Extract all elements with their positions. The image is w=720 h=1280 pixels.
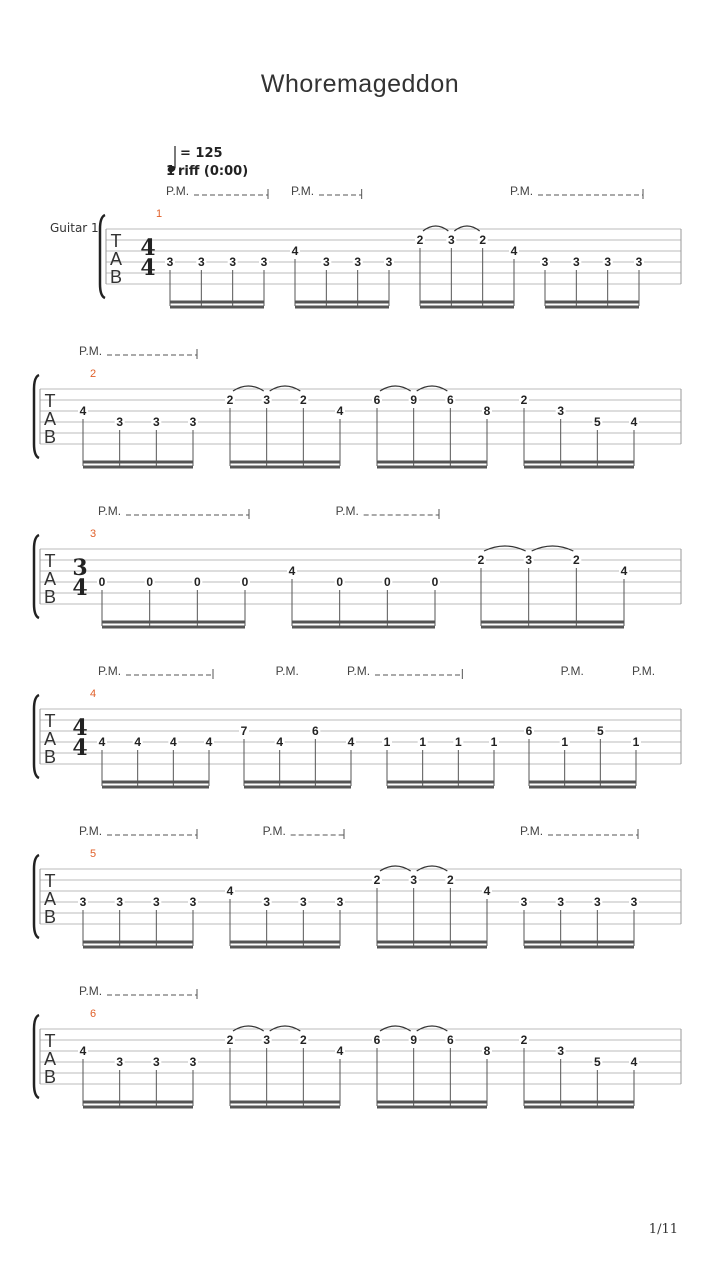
fret-number: 2: [446, 873, 454, 887]
fret-number: 3: [447, 233, 455, 247]
fret-number: 4: [276, 735, 284, 749]
staff-bracket: [34, 1015, 39, 1098]
fret-number: 4: [510, 244, 518, 258]
fret-number: 1: [383, 735, 391, 749]
fret-number: 3: [116, 895, 124, 909]
fret-number: 3: [263, 393, 271, 407]
measure-number: 2: [90, 368, 97, 380]
tab-clef-letter: B: [109, 267, 123, 287]
fret-number: 3: [541, 255, 549, 269]
palm-mute-label: P.M.: [98, 664, 122, 678]
fret-number: 3: [152, 895, 160, 909]
staff-bracket: [34, 855, 39, 938]
fret-number: 1: [561, 735, 569, 749]
staff-bracket: [100, 215, 105, 298]
fret-number: 4: [630, 1055, 638, 1069]
fret-number: 6: [373, 1033, 381, 1047]
fret-number: 0: [336, 575, 344, 589]
fret-number: 3: [557, 404, 565, 418]
fret-number: 3: [229, 255, 237, 269]
measure-number: 1: [156, 208, 163, 220]
tab-clef-letter: A: [43, 409, 57, 429]
fret-number: 4: [483, 884, 491, 898]
fret-number: 2: [226, 393, 234, 407]
fret-number: 4: [620, 564, 628, 578]
fret-number: 0: [241, 575, 249, 589]
fret-number: 0: [193, 575, 201, 589]
fret-number: 3: [116, 415, 124, 429]
measure-number: 3: [90, 528, 97, 540]
palm-mute-label: P.M.: [632, 664, 656, 678]
measure-number: 6: [90, 1008, 97, 1020]
fret-number: 1: [454, 735, 462, 749]
fret-number: 5: [593, 415, 601, 429]
fret-number: 0: [146, 575, 154, 589]
measure-number: 5: [90, 848, 97, 860]
palm-mute-label: P.M.: [291, 184, 315, 198]
fret-number: 3: [197, 255, 205, 269]
fret-number: 3: [520, 895, 528, 909]
palm-mute-label: P.M.: [79, 824, 103, 838]
instrument-label: Guitar 1: [50, 221, 99, 235]
palm-mute-label: P.M.: [98, 504, 122, 518]
fret-number: 3: [116, 1055, 124, 1069]
tab-clef-letter: T: [110, 231, 122, 251]
tab-clef-letter: A: [43, 569, 57, 589]
fret-number: 4: [336, 404, 344, 418]
fret-number: 3: [263, 895, 271, 909]
tab-clef-letter: T: [44, 1031, 56, 1051]
fret-number: 9: [410, 1033, 418, 1047]
fret-number: 3: [152, 415, 160, 429]
measure-number: 4: [90, 688, 97, 700]
fret-number: 8: [483, 404, 491, 418]
fret-number: 6: [446, 393, 454, 407]
fret-number: 3: [604, 255, 612, 269]
fret-number: 3: [557, 1044, 565, 1058]
fret-number: 3: [385, 255, 393, 269]
fret-number: 0: [98, 575, 106, 589]
tab-clef-letter: T: [44, 551, 56, 571]
fret-number: 4: [347, 735, 355, 749]
fret-number: 9: [410, 393, 418, 407]
palm-mute-label: P.M.: [166, 184, 190, 198]
staff-bracket: [34, 535, 39, 618]
fret-number: 4: [205, 735, 213, 749]
fret-number: 2: [477, 553, 485, 567]
fret-number: 3: [630, 895, 638, 909]
fret-number: 4: [291, 244, 299, 258]
palm-mute-label: P.M.: [560, 664, 584, 678]
tab-clef-letter: B: [43, 907, 57, 927]
palm-mute-label: P.M.: [79, 344, 103, 358]
fret-number: 3: [525, 553, 533, 567]
fret-number: 2: [299, 1033, 307, 1047]
fret-number: 6: [373, 393, 381, 407]
fret-number: 3: [322, 255, 330, 269]
fret-number: 3: [189, 415, 197, 429]
tab-clef-letter: T: [44, 871, 56, 891]
fret-number: 4: [288, 564, 296, 578]
fret-number: 3: [152, 1055, 160, 1069]
fret-number: 3: [354, 255, 362, 269]
fret-number: 5: [596, 724, 604, 738]
staff-bracket: [34, 695, 39, 778]
section-label: riff (0:00): [178, 164, 249, 179]
palm-mute-label: P.M.: [347, 664, 371, 678]
tab-clef-letter: T: [44, 391, 56, 411]
fret-number: 3: [189, 1055, 197, 1069]
fret-number: 2: [520, 1033, 528, 1047]
fret-number: 3: [263, 1033, 271, 1047]
section-number: 1: [166, 164, 176, 179]
fret-number: 2: [479, 233, 487, 247]
tab-clef-letter: A: [43, 1049, 57, 1069]
tab-clef-letter: A: [109, 249, 123, 269]
tab-clef-letter: B: [43, 427, 57, 447]
time-signature-bottom: 4: [72, 735, 88, 761]
fret-number: 3: [593, 895, 601, 909]
fret-number: 4: [134, 735, 142, 749]
fret-number: 5: [593, 1055, 601, 1069]
fret-number: 3: [336, 895, 344, 909]
palm-mute-label: P.M.: [335, 504, 359, 518]
palm-mute-label: P.M.: [79, 984, 103, 998]
fret-number: 4: [336, 1044, 344, 1058]
fret-number: 3: [299, 895, 307, 909]
fret-number: 3: [635, 255, 643, 269]
fret-number: 3: [557, 895, 565, 909]
fret-number: 1: [490, 735, 498, 749]
palm-mute-label: P.M.: [275, 664, 299, 678]
fret-number: 2: [572, 553, 580, 567]
fret-number: 6: [525, 724, 533, 738]
song-title: Whoremageddon: [260, 70, 460, 98]
fret-number: 6: [446, 1033, 454, 1047]
fret-number: 0: [431, 575, 439, 589]
palm-mute-label: P.M.: [510, 184, 534, 198]
tab-clef-letter: A: [43, 729, 57, 749]
tab-clef-letter: T: [44, 711, 56, 731]
fret-number: 1: [419, 735, 427, 749]
fret-number: 4: [79, 404, 87, 418]
fret-number: 3: [79, 895, 87, 909]
fret-number: 0: [383, 575, 391, 589]
fret-number: 1: [632, 735, 640, 749]
tab-clef-letter: B: [43, 1067, 57, 1087]
time-signature-top: 3: [72, 555, 88, 581]
staff-bracket: [34, 375, 39, 458]
fret-number: 8: [483, 1044, 491, 1058]
time-signature-top: 4: [72, 715, 88, 741]
time-signature-bottom: 4: [72, 575, 88, 601]
palm-mute-label: P.M.: [262, 824, 286, 838]
tab-clef-letter: B: [43, 747, 57, 767]
fret-number: 2: [226, 1033, 234, 1047]
palm-mute-label: P.M.: [520, 824, 544, 838]
tempo-value: = 125: [180, 146, 223, 161]
tab-clef-letter: B: [43, 587, 57, 607]
time-signature-bottom: 4: [140, 255, 156, 281]
fret-number: 4: [79, 1044, 87, 1058]
fret-number: 4: [98, 735, 106, 749]
fret-number: 2: [416, 233, 424, 247]
time-signature-top: 4: [140, 235, 156, 261]
fret-number: 4: [169, 735, 177, 749]
fret-number: 2: [520, 393, 528, 407]
fret-number: 3: [189, 895, 197, 909]
fret-number: 3: [166, 255, 174, 269]
fret-number: 4: [630, 415, 638, 429]
fret-number: 4: [226, 884, 234, 898]
fret-number: 6: [311, 724, 319, 738]
fret-number: 3: [260, 255, 268, 269]
fret-number: 3: [410, 873, 418, 887]
fret-number: 2: [299, 393, 307, 407]
fret-number: 2: [373, 873, 381, 887]
fret-number: 3: [572, 255, 580, 269]
tab-clef-letter: A: [43, 889, 57, 909]
fret-number: 7: [240, 724, 248, 738]
page-indicator[interactable]: 1/11: [648, 1222, 678, 1237]
